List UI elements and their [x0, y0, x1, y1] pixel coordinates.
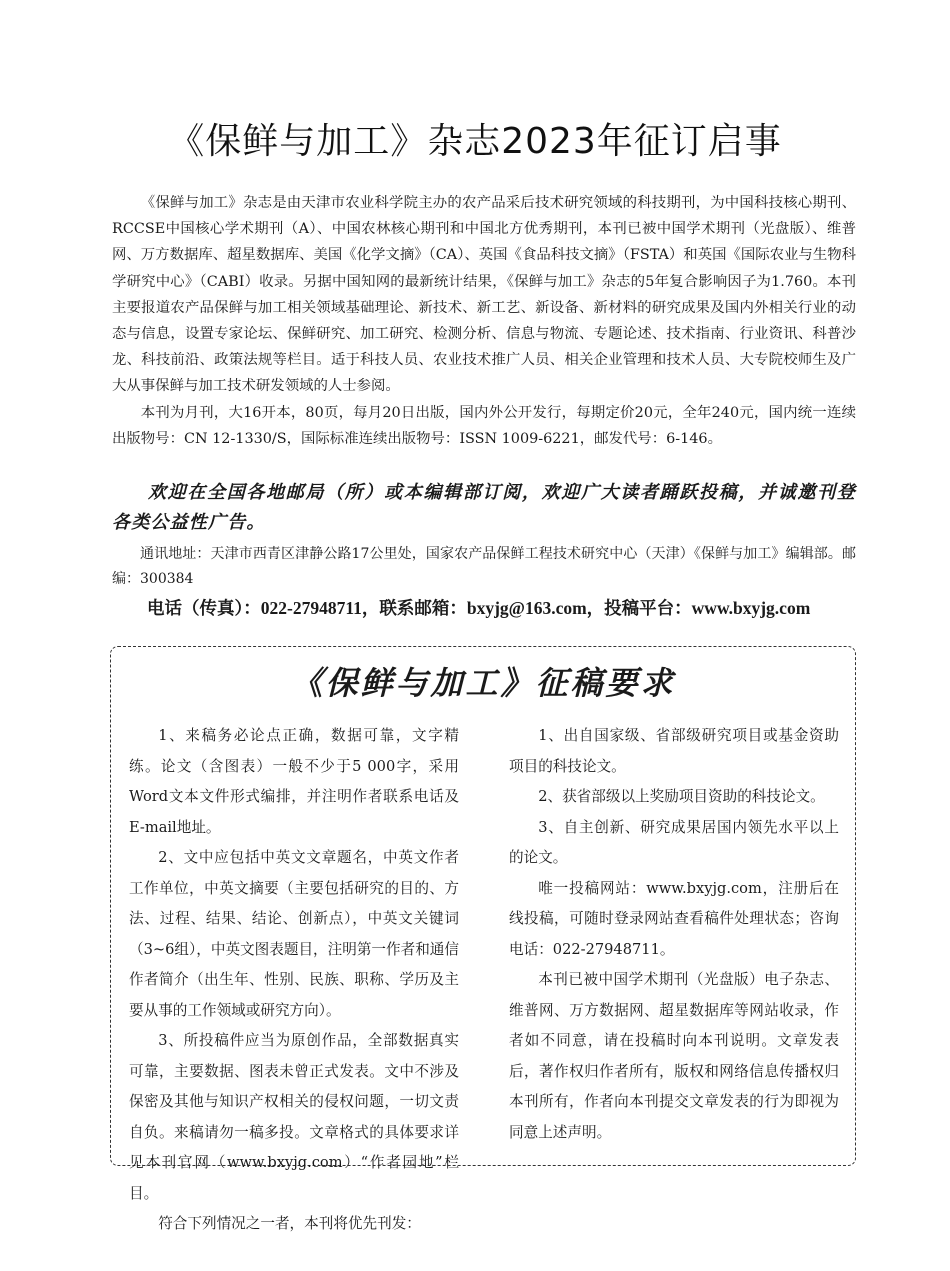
- page-title: 《保鲜与加工》杂志2023年征订启事: [168, 121, 782, 162]
- mailing-address: 通讯地址：天津市西青区津静公路17公里处，国家农产品保鲜工程技术研究中心（天津）《保鲜与加工》编辑部。邮编：300384: [112, 546, 856, 587]
- intro-paragraph: 本刊为月刊，大16开本，80页，每月20日出版，国内外公开发行，每期定价20元，全年240元，国内统一连续出版物号：CN 12-1330/S，国际标准连续出版物号：ISSN 1009-6221，邮发代号：6-146。: [112, 404, 856, 447]
- requirements-title: 《保鲜与加工》征稿要求: [290, 664, 676, 702]
- requirements-left-column: [129, 721, 459, 1240]
- requirement-item: 1、出自国家级、省部级研究项目或基金资助项目的科技论文。: [509, 727, 839, 775]
- intro-paragraph: 《保鲜与加工》杂志是由天津市农业科学院主办的农产品采后技术研究领域的科技期刊，为中国科技核心期刊、RCCSE中国核心学术期刊（A）、中国农林核心期刊和中国北方优秀期刊，本刊已被中国学术期刊（光盘版）、维普网、万方数据库、超星数据库、美国《化学文摘》（CA）、英国《食品科技文摘》（FSTA）和英国《国际农业与生物科学研究中心》（CABI）收录。另据中国知网的最新统计结果，《保鲜与加工》杂志的5年复合影响因子为1.760。本刊主要报道农产品保鲜与加工相关领域基础理论、新技术、新工艺、新设备、新材料的研究成果及国内外相关行业的动态与信息，设置专家论坛、保鲜研究、加工研究、检测分析、信息与物流、专题论述、技术指南、行业资讯、科普沙龙、科技前沿、政策法规等栏目。适于科技人员、农业技术推广人员、相关企业管理和技术人员、大专院校师生及广大从事保鲜与加工技术研发领域的人士参阅。: [112, 195, 856, 395]
- requirement-item: 符合下列情况之一者，本刊将优先刊发：: [158, 1215, 421, 1232]
- requirements-right-column: [509, 721, 839, 1148]
- requirement-item: 2、获省部级以上奖励项目资助的科技论文。: [538, 788, 825, 805]
- requirement-item: 本刊已被中国学术期刊（光盘版）电子杂志、维普网、万方数据网、超星数据库等网站收录，作者如不同意，请在投稿时向本刊说明。文章发表后，著作权归作者所有，版权和网络信息传播权归本刊所有，作者向本刊提交文章发表的行为即视为同意上述声明。: [509, 971, 839, 1141]
- submission-requirements-box: [110, 646, 856, 1232]
- requirement-item: 1、来稿务必论点正确，数据可靠，文字精练。论文（含图表）一般不少于5 000字，采用Word文本文件形式编排，并注明作者联系电话及E-mail地址。: [129, 727, 459, 836]
- contact-line: 电话（传真）：022-27948711，联系邮箱：bxyjg@163.com，投稿平台：www.bxyjg.com: [147, 598, 811, 618]
- requirement-item: 3、所投稿件应当为原创作品，全部数据真实可靠，主要数据、图表未曾正式发表。文中不涉及保密及其他与知识产权相关的侵权问题，一切文责自负。来稿请勿一稿多投。文章格式的具体要求详见本刊官网（www.bxyjg.com）“作者园地”栏目。: [129, 1032, 459, 1202]
- requirement-item: 2、文中应包括中英文文章题名，中英文作者工作单位，中英文摘要（主要包括研究的目的、方法、过程、结果、结论、创新点），中英文关键词（3~6组），中英文图表题目，注明第一作者和通信作者简介（出生年、性别、民族、职称、学历及主要从事的工作领域或研究方向）。: [129, 849, 459, 1019]
- requirement-item: 唯一投稿网站：www.bxyjg.com，注册后在线投稿，可随时登录网站查看稿件处理状态；咨询电话：022-27948711。: [509, 879, 839, 958]
- intro-section: [112, 190, 856, 452]
- welcome-text: 欢迎在全国各地邮局（所）或本编辑部订阅，欢迎广大读者踊跃投稿，并诚邀刊登各类公益性广告。: [112, 482, 856, 533]
- requirement-item: 3、自主创新、研究成果居国内领先水平以上的论文。: [509, 818, 839, 866]
